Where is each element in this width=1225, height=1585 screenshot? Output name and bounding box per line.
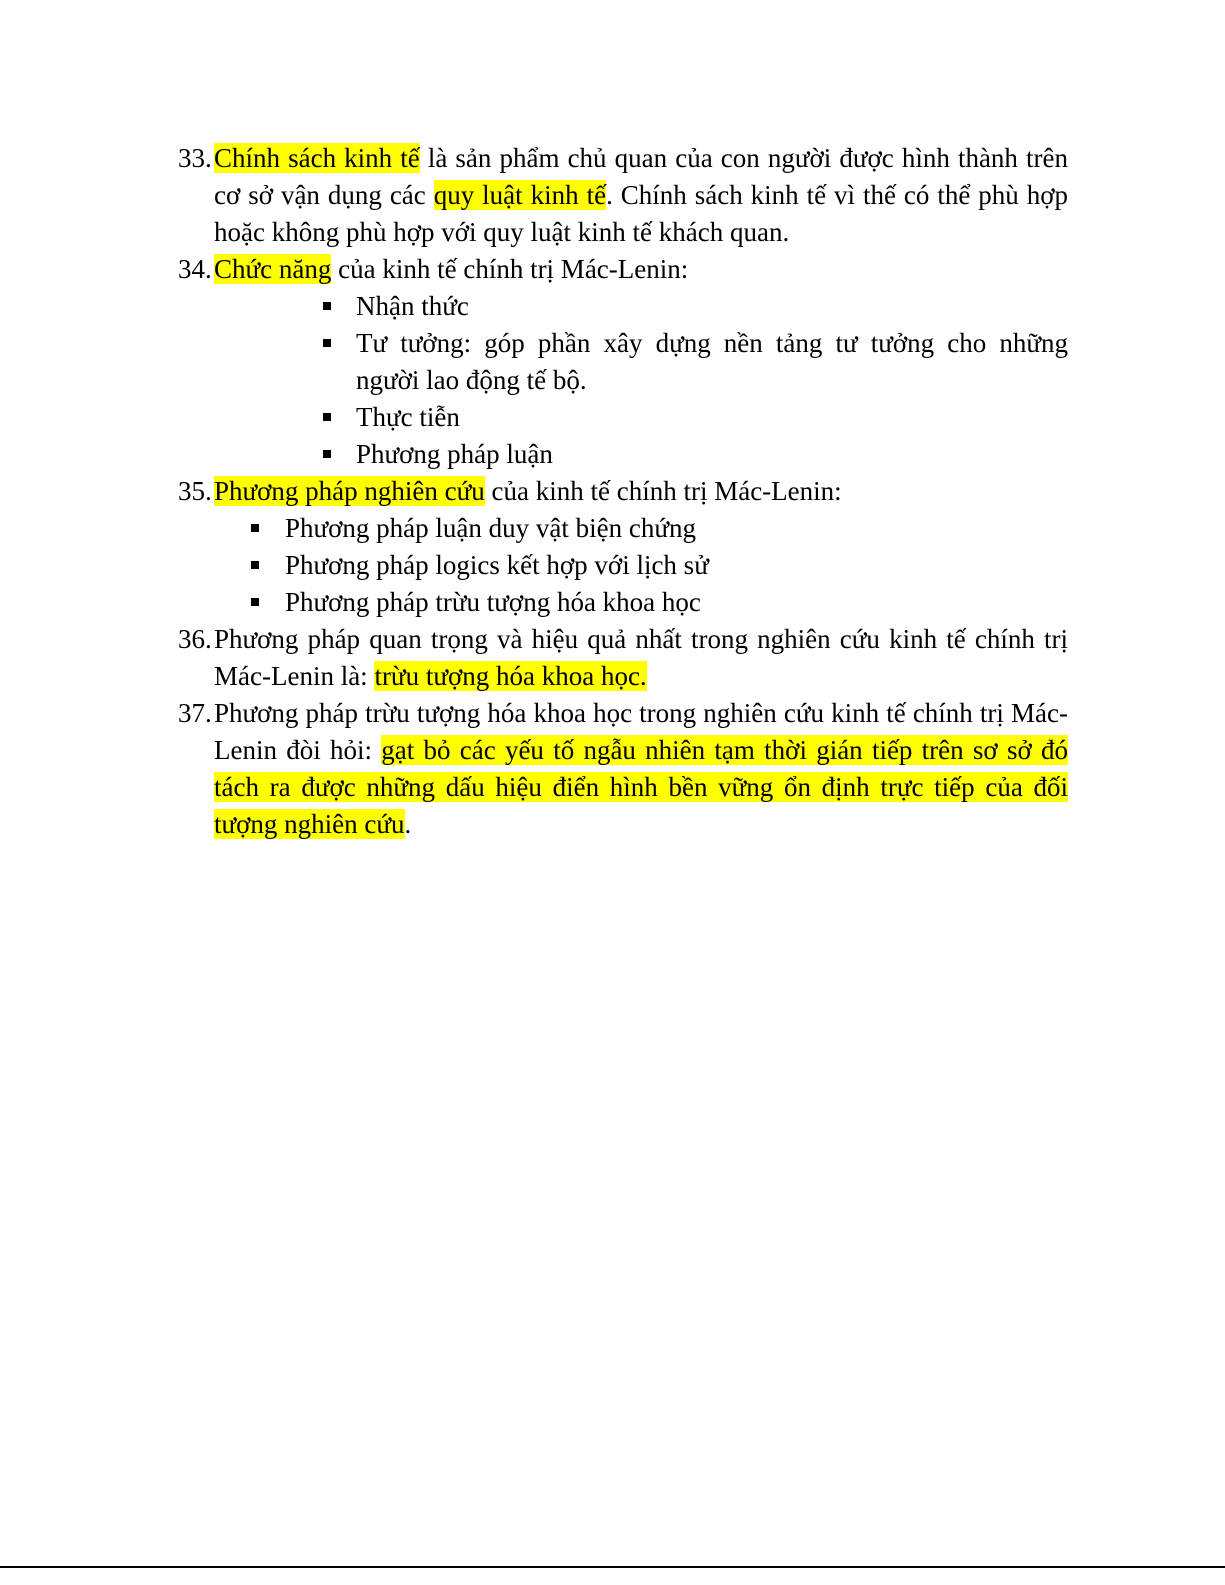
list-item-33 bbox=[178, 140, 1068, 251]
item-number: 34. bbox=[178, 254, 212, 284]
highlighted-text: trừu tượng hóa khoa học. bbox=[374, 661, 647, 691]
highlighted-text: gạt bỏ các yếu tố ngẫu nhiên tạm thời gián tiếp trên sơ sở đó tách ra được những dấu hiệu điển hình bền vững ổn định trực tiếp của đối tượng nghiên cứu bbox=[214, 735, 1068, 839]
highlighted-text: Chức năng bbox=[214, 254, 332, 284]
square-bullet-icon bbox=[323, 339, 331, 347]
list-item-37 bbox=[178, 695, 1068, 843]
list-item-34 bbox=[178, 251, 1068, 288]
highlighted-text: Chính sách kinh tế bbox=[214, 143, 420, 173]
bullet-text: Phương pháp logics kết hợp với lịch sử bbox=[285, 550, 709, 580]
item-number: 35. bbox=[178, 476, 212, 506]
item-number: 36. bbox=[178, 624, 212, 654]
bullet-text: Thực tiễn bbox=[356, 402, 460, 432]
bullet-text: Tư tưởng: góp phần xây dựng nền tảng tư tưởng cho những người lao động tế bộ. bbox=[356, 328, 1068, 395]
document-body bbox=[178, 140, 1068, 843]
item-text: . bbox=[404, 809, 412, 839]
highlighted-text: quy luật kinh tế bbox=[433, 180, 607, 210]
item-text: của kinh tế chính trị Mác-Lenin: bbox=[331, 254, 689, 284]
highlighted-text: Phương pháp nghiên cứu bbox=[214, 476, 485, 506]
bullet-text: Phương pháp luận duy vật biện chứng bbox=[285, 513, 696, 543]
bullet-item bbox=[178, 547, 1068, 584]
bullet-text: Phương pháp trừu tượng hóa khoa học bbox=[285, 587, 701, 617]
bullet-item bbox=[178, 325, 1068, 399]
page-bottom-rule bbox=[0, 1566, 1225, 1568]
bullet-text: Phương pháp luận bbox=[356, 439, 553, 469]
item-text: Phương pháp trừu tượng hóa khoa học trong nghiên cứu kinh tế chính trị Mác-Lenin đòi hỏi: bbox=[214, 698, 1068, 765]
item-number: 33. bbox=[178, 143, 212, 173]
bullet-text: Nhận thức bbox=[356, 291, 469, 321]
bullet-list-functions bbox=[178, 288, 1068, 473]
list-item-35 bbox=[178, 473, 1068, 510]
bullet-item bbox=[178, 288, 1068, 325]
item-text: . Chính sách kinh tế vì thế có thể phù hợp hoặc không phù hợp với quy luật kinh tế khách quan. bbox=[214, 180, 1068, 247]
item-number: 37. bbox=[178, 698, 212, 728]
bullet-list-methods bbox=[178, 510, 1068, 621]
bullet-item bbox=[178, 436, 1068, 473]
list-item-36 bbox=[178, 621, 1068, 695]
bullet-item bbox=[178, 399, 1068, 436]
square-bullet-icon bbox=[323, 450, 331, 458]
square-bullet-icon bbox=[323, 302, 331, 310]
item-text: của kinh tế chính trị Mác-Lenin: bbox=[484, 476, 842, 506]
bullet-item bbox=[178, 584, 1068, 621]
square-bullet-icon bbox=[251, 598, 259, 606]
square-bullet-icon bbox=[251, 561, 259, 569]
square-bullet-icon bbox=[251, 524, 259, 532]
square-bullet-icon bbox=[323, 413, 331, 421]
item-text: Phương pháp quan trọng và hiệu quả nhất trong nghiên cứu kinh tế chính trị Mác-Lenin là: bbox=[214, 624, 1068, 691]
item-text: là sản phẩm chủ quan của con người được hình thành trên cơ sở vận dụng các bbox=[214, 143, 1068, 210]
bullet-item bbox=[178, 510, 1068, 547]
